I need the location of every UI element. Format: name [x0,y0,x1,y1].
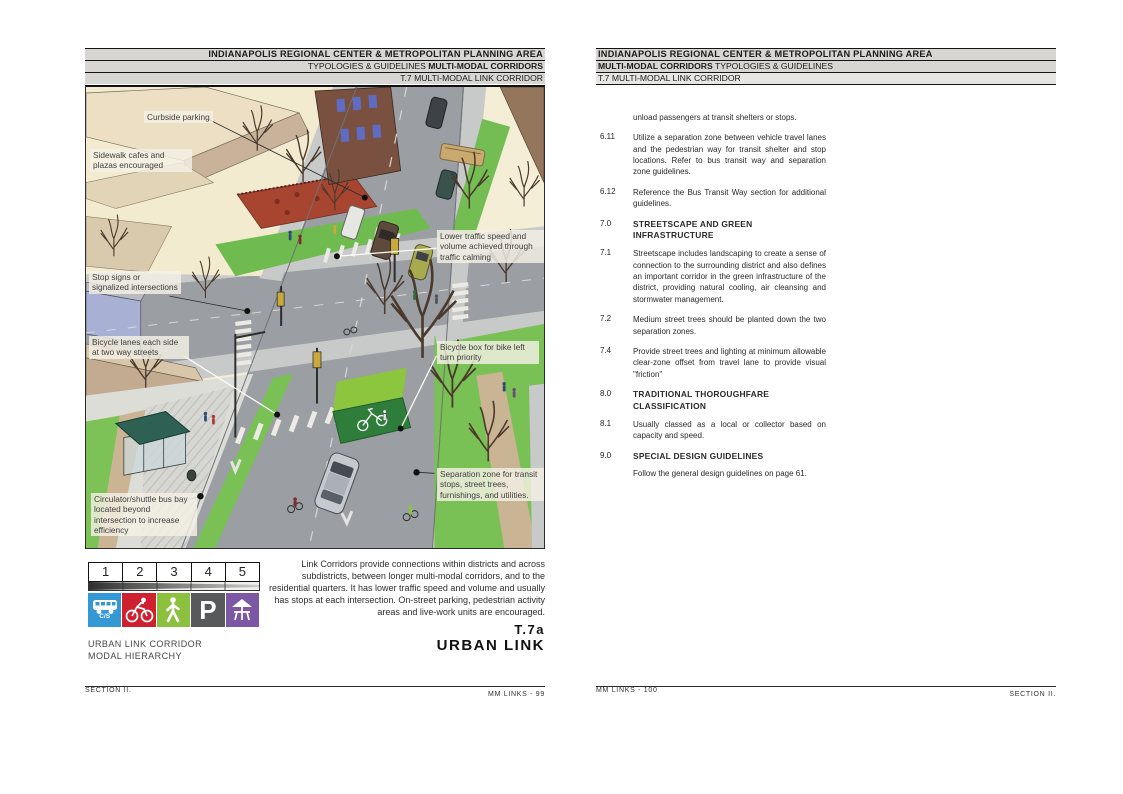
guideline-heading [600,451,826,463]
guideline-item [600,248,826,305]
header-line2-regular: TYPOLOGIES & GUIDELINES [307,61,429,71]
footer-page-number: MM LINKS - 100 [596,687,658,694]
caption-line1: URBAN LINK CORRIDOR [88,639,203,649]
mode-icon-row [88,593,260,627]
callout-bicycle-lanes: Bicycle lanes each side at two way streets [89,336,189,359]
document-page-100 [596,48,1056,708]
header-line1: INDIANAPOLIS REGIONAL CENTER & METROPOLITAN PLANNING AREA [596,49,1056,60]
guideline-number: 8.1 [600,418,612,428]
callout-traffic-calming: Lower traffic speed and volume achieved through traffic calming [437,230,544,263]
guideline-number: 8.0 [600,388,612,398]
rank-cell-5: 5 [225,563,259,581]
guideline-number [600,468,633,479]
corridor-intro-paragraph: Link Corridors provide connections within districts and across subdistricts, between longer multi-modal corridors, and to the residential quarters. It has lower traffic speed and volume and usually has stops at each intersection. On-street parking, pedestrian activity areas and live-work units are encouraged. [269,559,545,617]
header-rule [596,84,1056,85]
page-footer [85,686,545,698]
guideline-heading-text: STREETSCAPE AND GREEN INFRASTRUCTURE [633,218,753,241]
rank-cell-2: 2 [122,563,156,581]
guideline-text: Provide street trees and lighting at minimum allowable clear-zone offset from travel lane to provide visual "friction" [633,346,826,379]
guideline-number: 6.12 [600,186,616,196]
header-line2-bold: MULTI-MODAL CORRIDORS [428,61,543,71]
guideline-item [600,112,826,123]
bicycle-icon [122,593,155,627]
bus-icon-label: C/S [99,613,111,621]
pedestrian-icon [157,593,190,627]
header-line2 [596,61,1056,72]
guideline-text: Usually classed as a local or collector based on capacity and speed. [633,419,826,441]
guideline-text: Reference the Bus Transit Way section for additional guidelines. [633,187,826,209]
callout-sidewalk-cafes: Sidewalk cafes and plazas encouraged [90,149,192,172]
footer-page-number: MM LINKS - 99 [488,691,545,698]
guideline-number [600,112,633,123]
guideline-item [600,132,826,177]
street-scene-illustration [85,85,545,549]
guideline-heading-text: TRADITIONAL THOROUGHFARE CLASSIFICATION [633,388,770,411]
guideline-item [600,314,826,337]
guideline-item [600,346,826,380]
footer-section-label: SECTION II. [1009,691,1056,698]
modal-hierarchy-caption [88,638,260,662]
rank-cell-4: 4 [191,563,225,581]
guideline-text: Streetscape includes landscaping to create a sense of connection to the surrounding district and also defines an important corridor in the green infrastructure of the district, providing natural cooling, air cleansing and stormwater management. [633,249,826,304]
guideline-text: unload passengers at transit shelters or stops. [633,113,797,122]
header-line3: T.7 MULTI-MODAL LINK CORRIDOR [85,73,545,84]
callout-stop-signs: Stop signs or signalized intersections [89,271,181,294]
header-line1: INDIANAPOLIS REGIONAL CENTER & METROPOLITAN PLANNING AREA [85,49,545,60]
cafe-table-icon [226,593,259,627]
guideline-item [600,187,826,210]
guideline-number: 7.2 [600,314,612,324]
guideline-text: Follow the general design guidelines on page 61. [633,469,807,479]
header-line2 [85,61,545,72]
parking-icon [191,593,224,627]
guideline-text: Medium street trees should be planted down the two separation zones. [633,315,826,336]
design-guidelines-list [600,112,826,489]
document-page-99 [85,48,545,708]
guideline-number: 7.1 [600,248,612,258]
guideline-number: 7.4 [600,345,612,355]
guideline-item [600,419,826,442]
guideline-heading [600,389,826,413]
typology-code: T.7a [514,622,545,637]
guideline-text: Utilize a separation zone between vehicle travel lanes and the pedestrian way for transit shelter and stop locations. Refer to bus transit way and separation zone guidelines. [633,133,826,177]
typology-title [437,623,545,655]
caption-line2: MODAL HIERARCHY [88,651,182,662]
callout-curbside-parking: Curbside parking [144,111,213,123]
callout-circulator-bus-bay: Circulator/shuttle bus bay located beyond intersection to increase efficiency [91,493,197,536]
rank-cell-3: 3 [156,563,190,581]
guideline-item [600,468,826,479]
callout-bicycle-box: Bicycle box for bike left turn priority [437,341,539,364]
guideline-heading [600,219,826,243]
typology-name: URBAN LINK [436,637,545,655]
guideline-number: 6.11 [600,132,615,142]
footer-section-label: SECTION II. [85,687,132,694]
guideline-heading-text: SPECIAL DESIGN GUIDELINES [633,450,764,461]
modal-hierarchy-diagram [88,562,260,662]
bus-icon [88,593,121,627]
rank-cell-1: 1 [101,564,110,579]
callout-separation-zone: Separation zone for transit stops, street trees, furnishings, and utilities. [437,468,544,501]
parking-icon-letter: P [199,595,217,625]
guideline-number: 7.0 [600,218,612,228]
header-line2-bold: MULTI-MODAL CORRIDORS [598,61,713,71]
priority-wedge [88,582,260,591]
guideline-number: 9.0 [600,450,612,460]
modal-hierarchy-rank-row [88,562,260,582]
header-line2-regular: TYPOLOGIES & GUIDELINES [712,61,833,71]
header-line3: T.7 MULTI-MODAL LINK CORRIDOR [596,73,1056,84]
page-footer [596,686,1056,698]
